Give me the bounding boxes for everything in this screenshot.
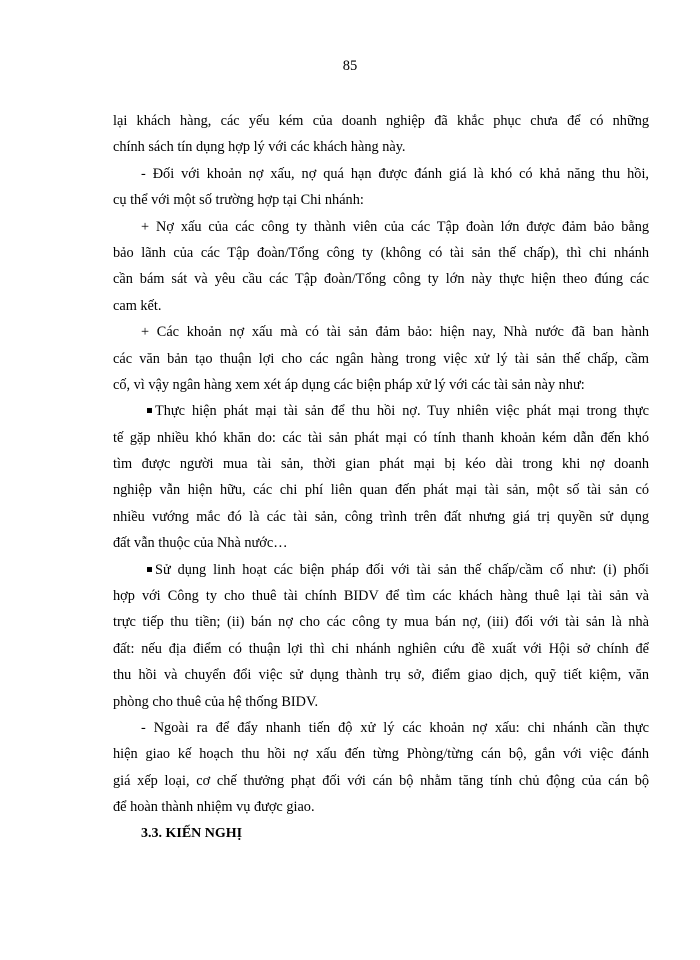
text-line: lại khách hàng, các yếu kém của doanh nghiệp đã khắc phục chưa để có những (113, 113, 649, 129)
bullet-text: Sử dụng linh hoạt các biện pháp đối với tài sản thế chấp/cầm cố như: (i) phối (155, 561, 649, 578)
text-line: trực tiếp thu tiền; (ii) bán nợ cho các công ty mua bán nợ, (iii) đối với tài sản là nhà (113, 614, 649, 631)
text-line: bảo lãnh của các Tập đoàn/Tổng công ty (không có tài sản thế chấp), thì chi nhánh (113, 244, 649, 261)
paragraph-secured-debt (113, 319, 649, 398)
text-line: nhiều vướng mắc đó là các tài sản, công trình trên đất nhưng giá trị quyền sử dụng (113, 508, 649, 525)
text-line: phòng cho thuê của hệ thống BIDV. (113, 693, 319, 710)
text-line: nghiệp vẫn hiện hữu, các chi phí liên quan đến phát mại tài sản, một số tài sản có (113, 482, 649, 499)
paragraph-bad-debt-intro (113, 161, 649, 214)
text-line: + Các khoản nợ xấu mà có tài sản đảm bảo: hiện nay, Nhà nước đã ban hành (141, 324, 649, 341)
text-line: đất: nếu địa điểm có thuận lợi thì chi nhánh nghiên cứu đề xuất với Hội sở chính để (113, 640, 649, 657)
text-line: giá xếp loại, cơ chế thưởng phạt đối với cán bộ nhằm tăng tính chủ động của cán bộ (113, 772, 649, 789)
text-line: đất vẫn thuộc của Nhà nước… (113, 535, 288, 552)
text-line: - Đối với khoản nợ xấu, nợ quá hạn được đánh giá là khó có khả năng thu hồi, (141, 165, 649, 182)
paragraph-acceleration (113, 715, 649, 821)
text-line: hợp với Công ty cho thuê tài chính BIDV để tìm các khách hàng thuê lại tài sản và (113, 588, 649, 605)
text-line: + Nợ xấu của các công ty thành viên của các Tập đoàn lớn được đảm bảo bằng (141, 218, 649, 235)
text-line: cần bám sát và yêu cầu các Tập đoàn/Tổng công ty lớn này thực hiện theo đúng các (113, 271, 649, 288)
page-number: 85 (342, 58, 358, 74)
square-bullet-icon (147, 567, 152, 572)
text-line (113, 557, 649, 583)
bullet-flexible-measures (113, 557, 649, 715)
document-body (113, 108, 649, 847)
text-line: tìm được người mua tài sản, thời gian phát mại bị kéo dài trong khi nợ doanh (113, 456, 649, 473)
text-line: cố, vì vậy ngân hàng xem xét áp dụng các biện pháp xử lý với các tài sản này như: (113, 376, 585, 393)
bullet-asset-liquidation (113, 398, 649, 556)
paragraph-group-guarantee (113, 214, 649, 320)
square-bullet-icon (147, 408, 152, 413)
text-line: cam kết. (113, 297, 162, 314)
text-line: để hoàn thành nhiệm vụ được giao. (113, 799, 315, 816)
text-line: thu hồi và chuyển đổi việc sử dụng thành trụ sở, điểm giao dịch, quỹ tiết kiệm, văn (113, 667, 649, 684)
text-line: - Ngoài ra để đẩy nhanh tiến độ xử lý các khoản nợ xấu: chi nhánh cần thực (141, 719, 649, 736)
text-line: tế gặp nhiều khó khăn do: các tài sản phát mại có tính thanh khoản kém dẫn đến khó (113, 429, 649, 446)
text-line: các văn bản tạo thuận lợi cho các ngân hàng trong việc xử lý tài sản thế chấp, cầm (113, 350, 649, 367)
text-line: hiện giao kế hoạch thu hồi nợ xấu đến từng Phòng/từng cán bộ, gắn với việc đánh (113, 746, 649, 763)
paragraph-intro-continuation (113, 108, 649, 161)
text-line: cụ thể với một số trường hợp tại Chi nhánh: (113, 192, 364, 209)
text-line (113, 398, 649, 424)
section-heading: 3.3. KIẾN NGHỊ (141, 825, 243, 841)
bullet-text: Thực hiện phát mại tài sản để thu hồi nợ. Tuy nhiên việc phát mại trong thực (155, 403, 649, 420)
text-line: chính sách tín dụng hợp lý với các khách hàng này. (113, 139, 406, 156)
